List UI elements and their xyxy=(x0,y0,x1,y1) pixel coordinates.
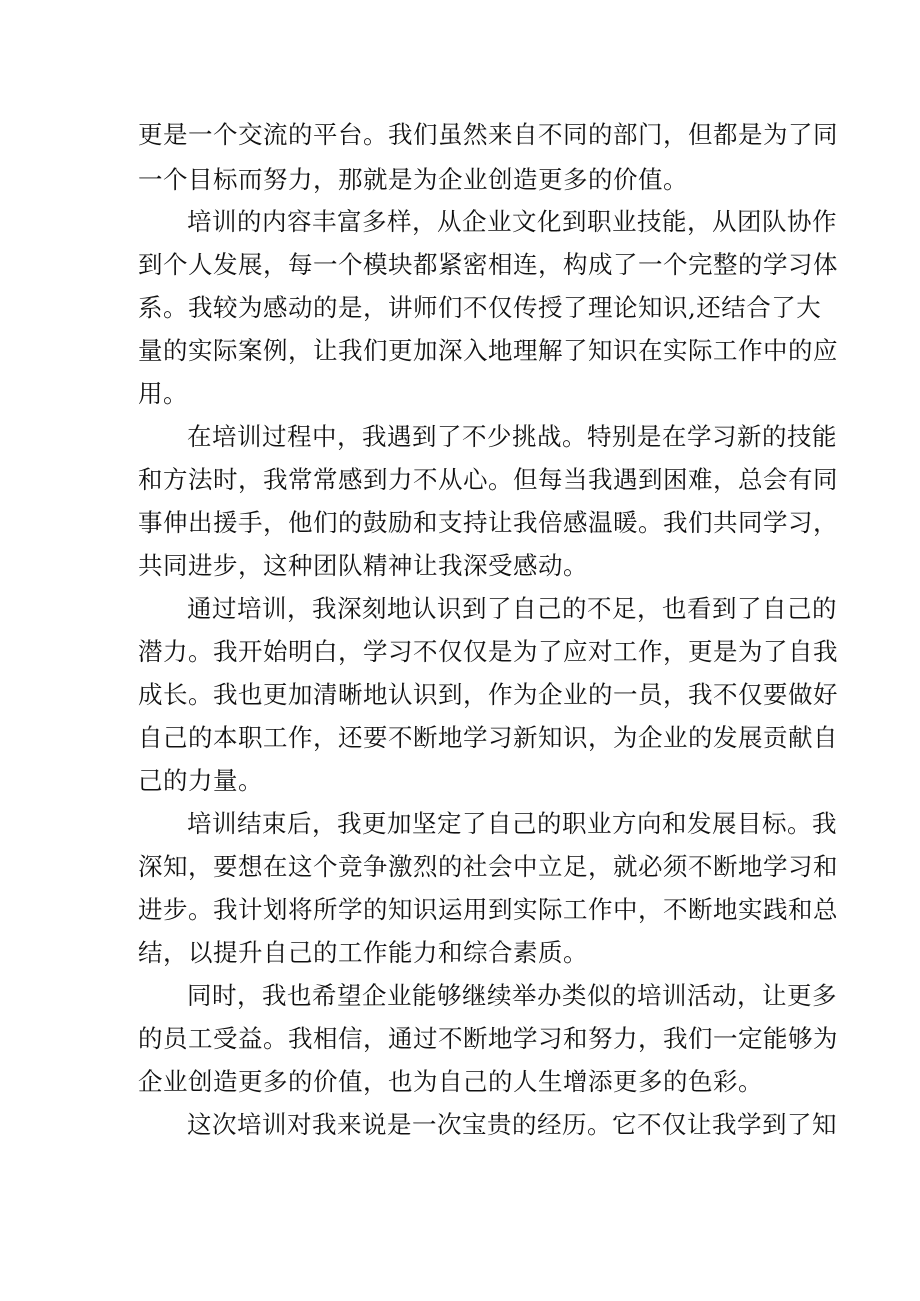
text-line: 己的力量。 xyxy=(138,766,263,795)
paragraph-first-line: 培训的内容丰富多样，从企业文化到职业技能，从团队协作 xyxy=(187,207,837,236)
text-line: 用。 xyxy=(138,379,188,408)
text-line: 深知，要想在这个竞争激烈的社会中立足，就必须不断地学习和 xyxy=(138,852,838,881)
text-line: 自己的本职工作，还要不断地学习新知识，为企业的发展贡献自 xyxy=(138,723,838,752)
text-line: 潜力。我开始明白，学习不仅仅是为了应对工作，更是为了自我 xyxy=(138,637,838,666)
text-line: 企业创造更多的价值，也为自己的人生增添更多的色彩。 xyxy=(138,1067,763,1096)
text-line: 的员工受益。我相信，通过不断地学习和努力，我们一定能够为 xyxy=(138,1024,838,1053)
text-line: 一个目标而努力，那就是为企业创造更多的价值。 xyxy=(138,165,688,194)
text-line: 和方法时，我常常感到力不从心。但每当我遇到困难，总会有同 xyxy=(138,465,838,494)
text-line: 到个人发展，每一个模块都紧密相连，构成了一个完整的学习体 xyxy=(138,250,838,279)
paragraph-first-line: 同时，我也希望企业能够继续举办类似的培训活动，让更多 xyxy=(187,981,837,1010)
text-line: 系。我较为感动的是，讲师们不仅传授了理论知识,还结合了大 xyxy=(138,293,822,322)
paragraph-first-line: 通过培训，我深刻地认识到了自己的不足，也看到了自己的 xyxy=(187,594,837,623)
text-line: 更是一个交流的平台。我们虽然来自不同的部门，但都是为了同 xyxy=(138,120,838,149)
text-line: 进步。我计划将所学的知识运用到实际工作中，不断地实践和总 xyxy=(138,895,838,924)
paragraph-first-line: 培训结束后，我更加坚定了自己的职业方向和发展目标。我 xyxy=(187,809,837,838)
text-line: 成长。我也更加清晰地认识到，作为企业的一员，我不仅要做好 xyxy=(138,680,838,709)
paragraph-first-line: 在培训过程中，我遇到了不少挑战。特别是在学习新的技能 xyxy=(187,422,837,451)
text-line: 事伸出援手，他们的鼓励和支持让我倍感温暖。我们共同学习， xyxy=(138,508,838,537)
text-line: 共同进步，这种团队精神让我深受感动。 xyxy=(138,551,588,580)
paragraph-first-line: 这次培训对我来说是一次宝贵的经历。它不仅让我学到了知 xyxy=(187,1110,837,1139)
text-line: 结，以提升自己的工作能力和综合素质。 xyxy=(138,938,588,967)
text-line: 量的实际案例，让我们更加深入地理解了知识在实际工作中的应 xyxy=(138,336,838,365)
